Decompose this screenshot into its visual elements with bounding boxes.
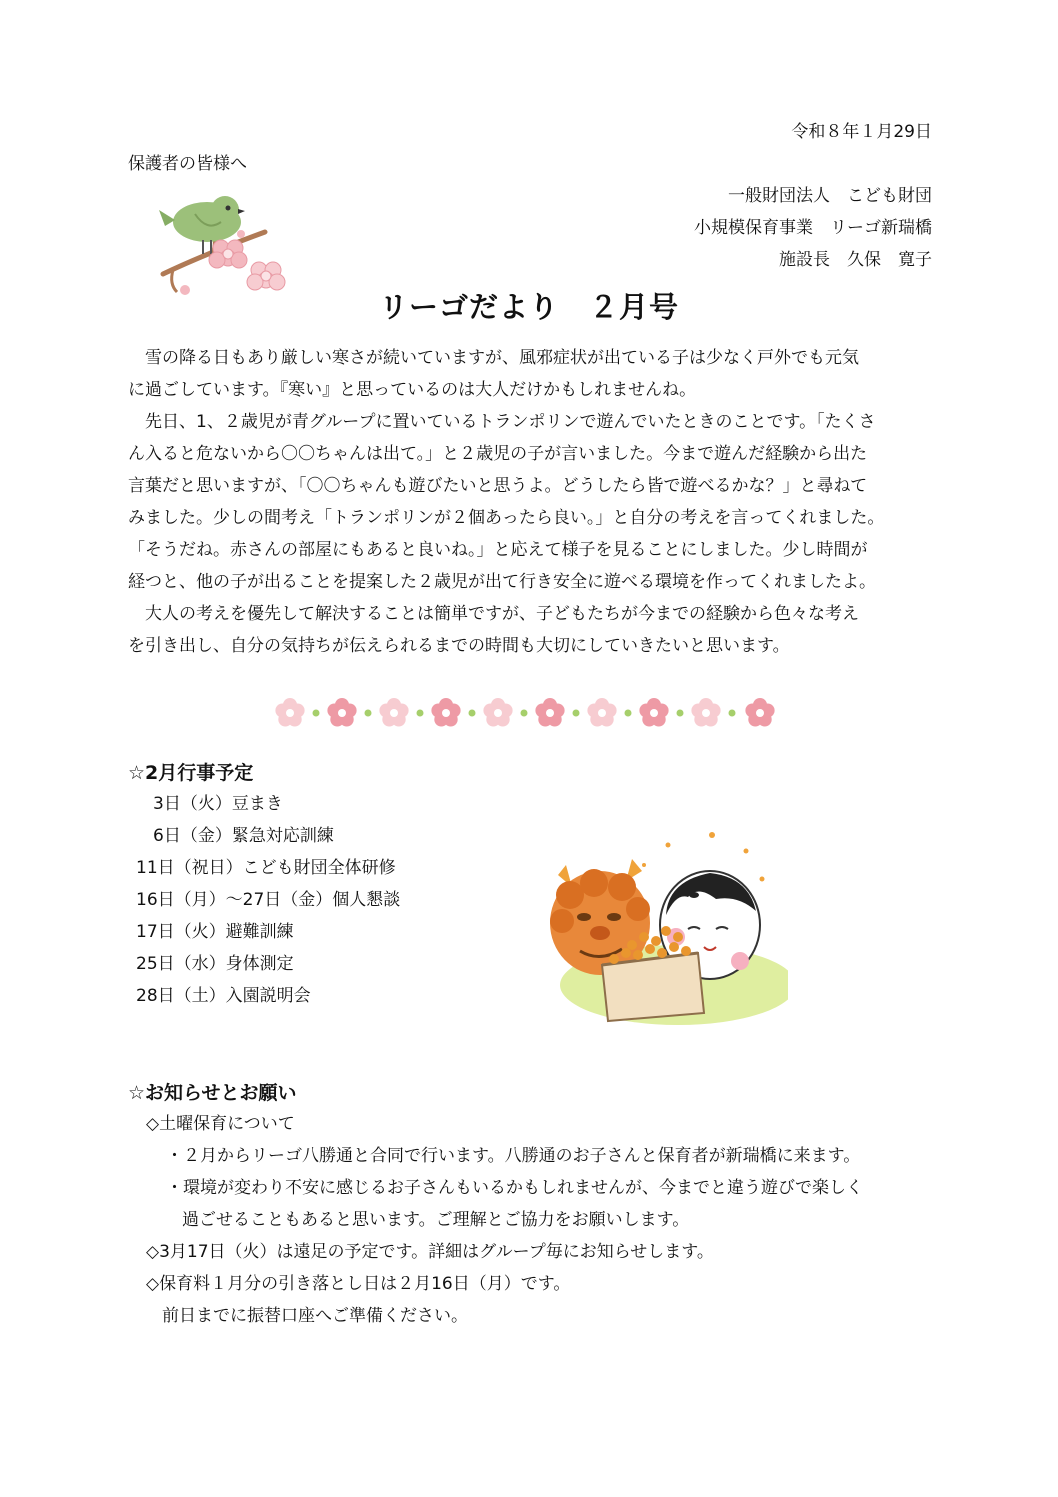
body-line: を引き出し、自分の気持ちが伝えられるまでの時間も大切にしていきたいと思います。 (128, 636, 790, 656)
event-item: 28日（土）入園説明会 (136, 986, 311, 1006)
body-line: 大人の考えを優先して解決することは簡単ですが、子どもたちが今までの経験から色々な考え (128, 604, 859, 624)
bird-on-branch-illustration (155, 192, 290, 302)
body-line: 経つと、他の子が出ることを提案した２歳児が出て行き安全に遊べる環境を作ってくれましたよ。 (128, 572, 876, 592)
date: 令和８年１月29日 (791, 122, 932, 142)
body-line: 言葉だと思いますが、「〇〇ちゃんも遊びたいと思うよ。どうしたら皆で遊べるかな？」と尋ねて (128, 476, 868, 496)
body-line: ん入ると危ないから〇〇ちゃんは出て。」と２歳児の子が言いました。今まで遊んだ経験から出た (128, 444, 868, 464)
notice-line: ◇土曜保育について (146, 1114, 295, 1134)
event-item: 3日（火）豆まき (136, 794, 283, 814)
event-item: 6日（金）緊急対応訓練 (136, 826, 334, 846)
event-item: 17日（火）避難訓練 (136, 922, 294, 942)
notice-line: 過ごせることもあると思います。ご理解とご協力をお願いします。 (182, 1210, 690, 1230)
body-line: 「そうだね。赤さんの部屋にもあると良いね。」と応えて様子を見ることにしました。少し時間が (128, 540, 868, 560)
body-line: みました。少しの間考え「トランポリンが２個あったら良い。」と自分の考えを言ってくれました。 (128, 508, 885, 528)
setsubun-oni-illustration (548, 825, 788, 1030)
newsletter-title: リーゴだより ２月号 (378, 290, 679, 324)
notices-heading: ☆お知らせとお願い (128, 1082, 297, 1104)
notice-line: 前日までに振替口座へご準備ください。 (162, 1306, 468, 1326)
event-item: 11日（祝日）こども財団全体研修 (136, 858, 396, 878)
body-line: 雪の降る日もあり厳しい寒さが続いていますが、風邪症状が出ている子は少なく戸外でも元気 (128, 348, 859, 368)
events-heading: ☆2月行事予定 (128, 762, 254, 784)
notice-line: ◇3月17日（火）は遠足の予定です。詳細はグループ毎にお知らせします。 (146, 1242, 714, 1262)
notice-line: ・環境が変わり不安に感じるお子さんもいるかもしれませんが、今までと違う遊びで楽しく (166, 1178, 863, 1198)
recipient: 保護者の皆様へ (128, 154, 247, 174)
sender-facility: 小規模保育事業 リーゴ新瑞橋 (694, 218, 932, 238)
sender-org: 一般財団法人 こども財団 (728, 186, 932, 206)
notice-line: ・２月からリーゴ八勝通と合同で行います。八勝通のお子さんと保育者が新瑞橋に来ます。 (166, 1146, 861, 1166)
flower-divider (270, 696, 790, 730)
event-item: 25日（水）身体測定 (136, 954, 294, 974)
event-item: 16日（月）～27日（金）個人懇談 (136, 890, 401, 910)
notice-line: ◇保育料１月分の引き落とし日は２月16日（月）です。 (146, 1274, 571, 1294)
body-line: に過ごしています。『寒い』と思っているのは大人だけかもしれませんね。 (128, 380, 697, 400)
body-line: 先日、1、２歳児が青グループに置いているトランポリンで遊んでいたときのことです。「たくさ (128, 412, 876, 432)
sender-director: 施設長 久保 寛子 (779, 250, 932, 270)
